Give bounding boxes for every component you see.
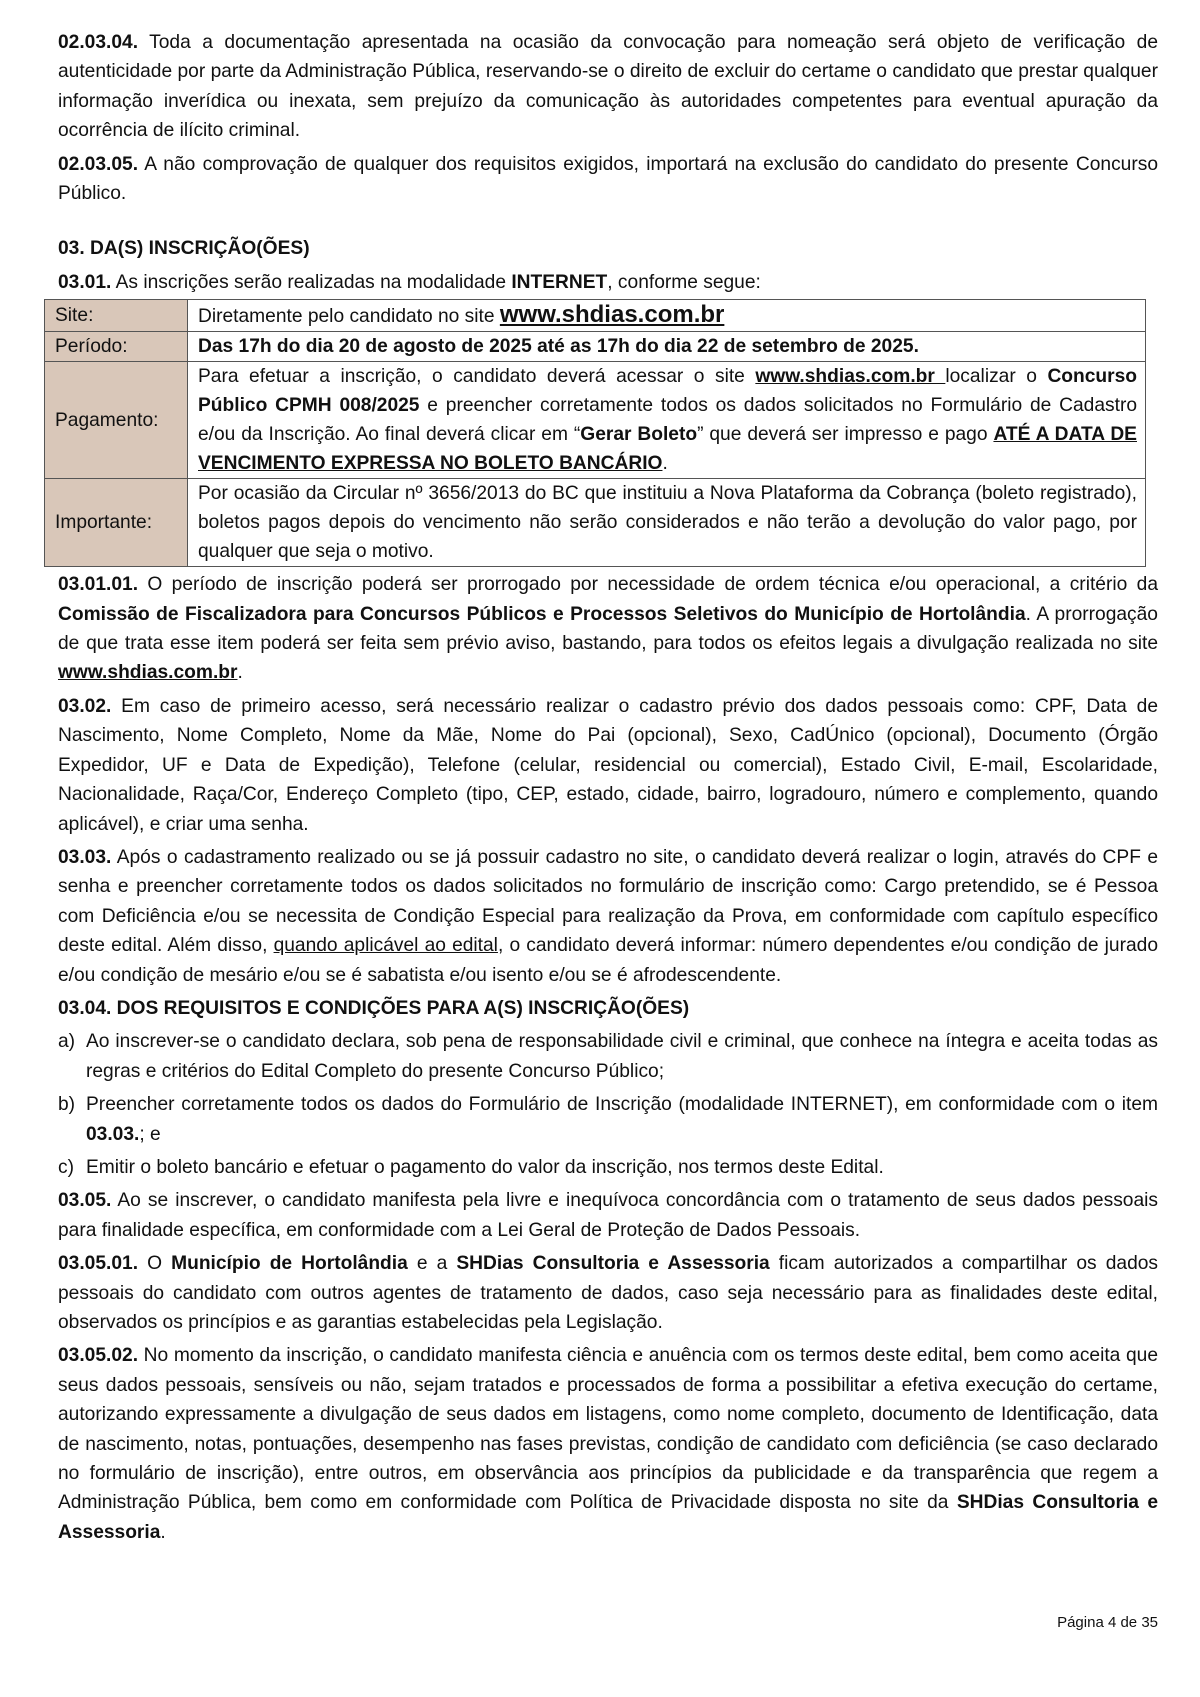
bold-text: Município de Hortolândia <box>171 1253 408 1275</box>
site-text: Diretamente pelo candidato no site <box>198 306 500 328</box>
gerar-boleto-text: Gerar Boleto <box>580 424 698 446</box>
pagamento-text: localizar o <box>945 366 1048 388</box>
underlined-text: quando aplicável ao edital <box>273 935 498 957</box>
item-number: 03.02. <box>58 695 112 717</box>
pagamento-text: . <box>662 453 668 475</box>
section-title-text: 03. DA(S) INSCRIÇÃO(ÕES) <box>58 238 310 260</box>
registration-table <box>44 299 1146 567</box>
paragraph-text: A não comprovação de qualquer dos requisitos exigidos, importará na exclusão do candidato do presente Concurso Público. <box>58 153 1158 205</box>
vencimento-text: ATÉ A DATA DE VENCIMENTO EXPRESSA NO BOLETO BANCÁRIO <box>198 424 1137 475</box>
table-label-periodo: Período: <box>45 332 188 362</box>
paragraph-03-01-01 <box>58 570 1158 688</box>
list-marker: a) <box>58 1031 76 1053</box>
paragraph-03-03 <box>58 843 1158 990</box>
list-marker: c) <box>58 1156 74 1178</box>
paragraph-text: ficam autorizados a compartilhar os dados pessoais do candidato com outros agentes de tratamento de dados, caso seja necessário para as finalidades deste edital, observados os princípios e as garantias estabelecidas pela Legislação. <box>58 1253 1159 1333</box>
pagamento-text: Para efetuar a inscrição, o candidato deverá acessar o site <box>198 366 756 388</box>
paragraph-text: Após o cadastramento realizado ou se já possuir cadastro no site, o candidato deverá realizar o login, através do CPF e senha e preencher corretamente todos os dados solicitados no formulário de inscrição como: Cargo pretendido, se é Pessoa com Deficiência e/ou se necessita de Condição Especial para realização da Prova, em conformidade com capítulo específico deste edital. Além disso, <box>58 846 1158 957</box>
paragraph-text: As inscrições serão realizadas na modalidade <box>111 271 512 293</box>
table-value-periodo <box>188 332 1146 362</box>
table-label-pagamento: Pagamento: <box>45 362 188 479</box>
item-number: 03.05.01. <box>58 1253 139 1275</box>
table-row-periodo <box>45 332 1146 362</box>
list-item-a <box>58 1027 1158 1086</box>
list-marker: b) <box>58 1094 76 1116</box>
spacer <box>58 208 1158 234</box>
list-text: ; e <box>139 1123 161 1145</box>
pagamento-text: e preencher corretamente todos os dados solicitados no Formulário de Cadastro e/ou da Inscrição. Ao final deverá clicar em “ <box>198 395 1138 446</box>
bold-text: SHDias Consultoria e Assessoria <box>456 1253 770 1275</box>
paragraph-02-03-04 <box>58 28 1158 146</box>
paragraph-text: . A prorrogação de que trata esse item poderá ser feita sem prévio aviso, bastando, para todos os efeitos legais a divulgação realizada no site <box>58 603 1158 655</box>
paragraph-text: O <box>138 1253 172 1275</box>
periodo-text: Das 17h do dia 20 de agosto de 2025 até as 17h do dia 22 de setembro de 2025. <box>198 336 919 358</box>
section-title-03 <box>58 234 1158 263</box>
paragraph-03-01 <box>58 268 1158 297</box>
paragraph-03-05 <box>58 1186 1158 1245</box>
item-number: 03.01.01. <box>58 574 139 596</box>
paragraph-text: O período de inscrição poderá ser prorrogado por necessidade de ordem técnica e/ou operacional, a critério da <box>138 574 1158 596</box>
table-row-importante <box>45 479 1146 567</box>
item-number: 02.03.05. <box>58 153 139 175</box>
list-item-c <box>58 1153 1158 1182</box>
document-page <box>55 28 1159 1551</box>
item-number: 03.03. <box>58 846 112 868</box>
site-link[interactable]: www.shdias.com.br <box>58 662 238 684</box>
page-number: Página 4 de 35 <box>1057 1614 1158 1631</box>
table-label-site: Site: <box>45 300 188 332</box>
paragraph-03-05-01 <box>58 1249 1158 1337</box>
list-text: Ao inscrever-se o candidato declara, sob pena de responsabilidade civil e criminal, que conhece na íntegra e aceita todas as regras e critérios do Edital Completo do presente Concurso Público; <box>86 1031 1158 1082</box>
site-link[interactable]: www.shdias.com.br <box>499 301 725 329</box>
item-reference: 03.03. <box>86 1123 140 1145</box>
paragraph-text: , o candidato deverá informar: número dependentes e/ou condição de jurado e/ou condição de mesário e/ou se é sabatista e/ou isento e/ou se é afrodescendente. <box>58 935 1158 986</box>
item-number: 03.05. <box>58 1190 112 1212</box>
item-number: 02.03.04. <box>58 32 139 53</box>
paragraph-text: Ao se inscrever, o candidato manifesta pela livre e inequívoca concordância com o tratamento de seus dados pessoais para finalidade específica, em conformidade com a Lei Geral de Proteção de Dados Pessoais. <box>58 1190 1158 1241</box>
paragraph-text: . <box>160 1521 166 1543</box>
paragraph-text: Toda a documentação apresentada na ocasião da convocação para nomeação será objeto de verificação de autenticidade por parte da Administração Pública, reservando-se o direito de excluir do certame o candidato que prestar qualquer informação inverídica ou inexata, sem prejuízo da comunicação às autoridades competentes para eventual apuração da ocorrência de ilícito criminal. <box>58 32 1158 142</box>
paragraph-text: , conforme segue: <box>607 271 761 293</box>
paragraph-text: e a <box>407 1253 457 1275</box>
paragraph-03-02 <box>58 692 1158 839</box>
table-value-importante: Por ocasião da Circular nº 3656/2013 do BC que instituiu a Nova Plataforma da Cobrança (boleto registrado), boletos pagos depois do vencimento não serão considerados e não terão a devolução do valor pago, por qualquer que seja o motivo. <box>188 479 1146 567</box>
table-row-pagamento <box>45 362 1146 479</box>
paragraph-text: No momento da inscrição, o candidato manifesta ciência e anuência com os termos deste edital, bem como aceita que seus dados pessoais, sensíveis ou não, sejam tratados e processados de forma a possibilitar a efetiva execução do certame, autorizando expressamente a divulgação de seus dados em listagens, como nome completo, documento de Identificação, data de nascimento, notas, pontuações, desempenho nas fases previstas, condição de candidato com deficiência (se caso declarado no formulário de inscrição), entre outros, em observância aos princípios da publicidade e da transparência que regem a Administração Pública, bem como em conformidade com Política de Privacidade disposta no site da <box>58 1345 1158 1514</box>
table-value-pagamento <box>188 362 1146 479</box>
table-row-site <box>45 300 1146 332</box>
paragraph-text: Em caso de primeiro acesso, será necessário realizar o cadastro prévio dos dados pessoais como: CPF, Data de Nascimento, Nome Completo, Nome da Mãe, Nome do Pai (opcional), Sexo, CadÚnico (opcional), Documento (Órgão Expedidor, UF e Data de Expedição), Telefone (celular, residencial ou comercial), Estado Civil, E-mail, Escolaridade, Nacionalidade, Raça/Cor, Endereço Completo (tipo, CEP, estado, cidade, bairro, logradouro, número e complemento, quando aplicável), e criar uma senha. <box>58 695 1158 835</box>
item-number: 03.05.02. <box>58 1345 139 1367</box>
item-number: 03.01. <box>58 271 112 293</box>
paragraph-03-05-02 <box>58 1341 1158 1547</box>
table-value-site <box>188 300 1146 332</box>
bold-text: Comissão de Fiscalizadora para Concursos Públicos e Processos Seletivos do Município de Hortolândia <box>58 603 1026 625</box>
bold-text: SHDias Consultoria e Assessoria <box>58 1492 1158 1543</box>
paragraph-02-03-05 <box>58 150 1158 209</box>
pagamento-site-link[interactable]: www.shdias.com.br <box>755 366 946 388</box>
list-text: Emitir o boleto bancário e efetuar o pagamento do valor da inscrição, nos termos deste Edital. <box>86 1156 884 1178</box>
section-title-03-04 <box>58 994 1158 1023</box>
section-title-text: 03.04. DOS REQUISITOS E CONDIÇÕES PARA A(S) INSCRIÇÃO(ÕES) <box>58 997 690 1019</box>
pagamento-text: ” que deverá ser impresso e pago <box>697 424 994 446</box>
bold-text: INTERNET <box>511 271 608 293</box>
list-text: Preencher corretamente todos os dados do Formulário de Inscrição (modalidade INTERNET), em conformidade com o item <box>86 1094 1158 1116</box>
paragraph-text: . <box>237 662 243 684</box>
table-label-importante: Importante: <box>45 479 188 567</box>
list-item-b <box>58 1090 1158 1149</box>
concurso-name: Concurso Público CPMH 008/2025 <box>198 366 1137 417</box>
